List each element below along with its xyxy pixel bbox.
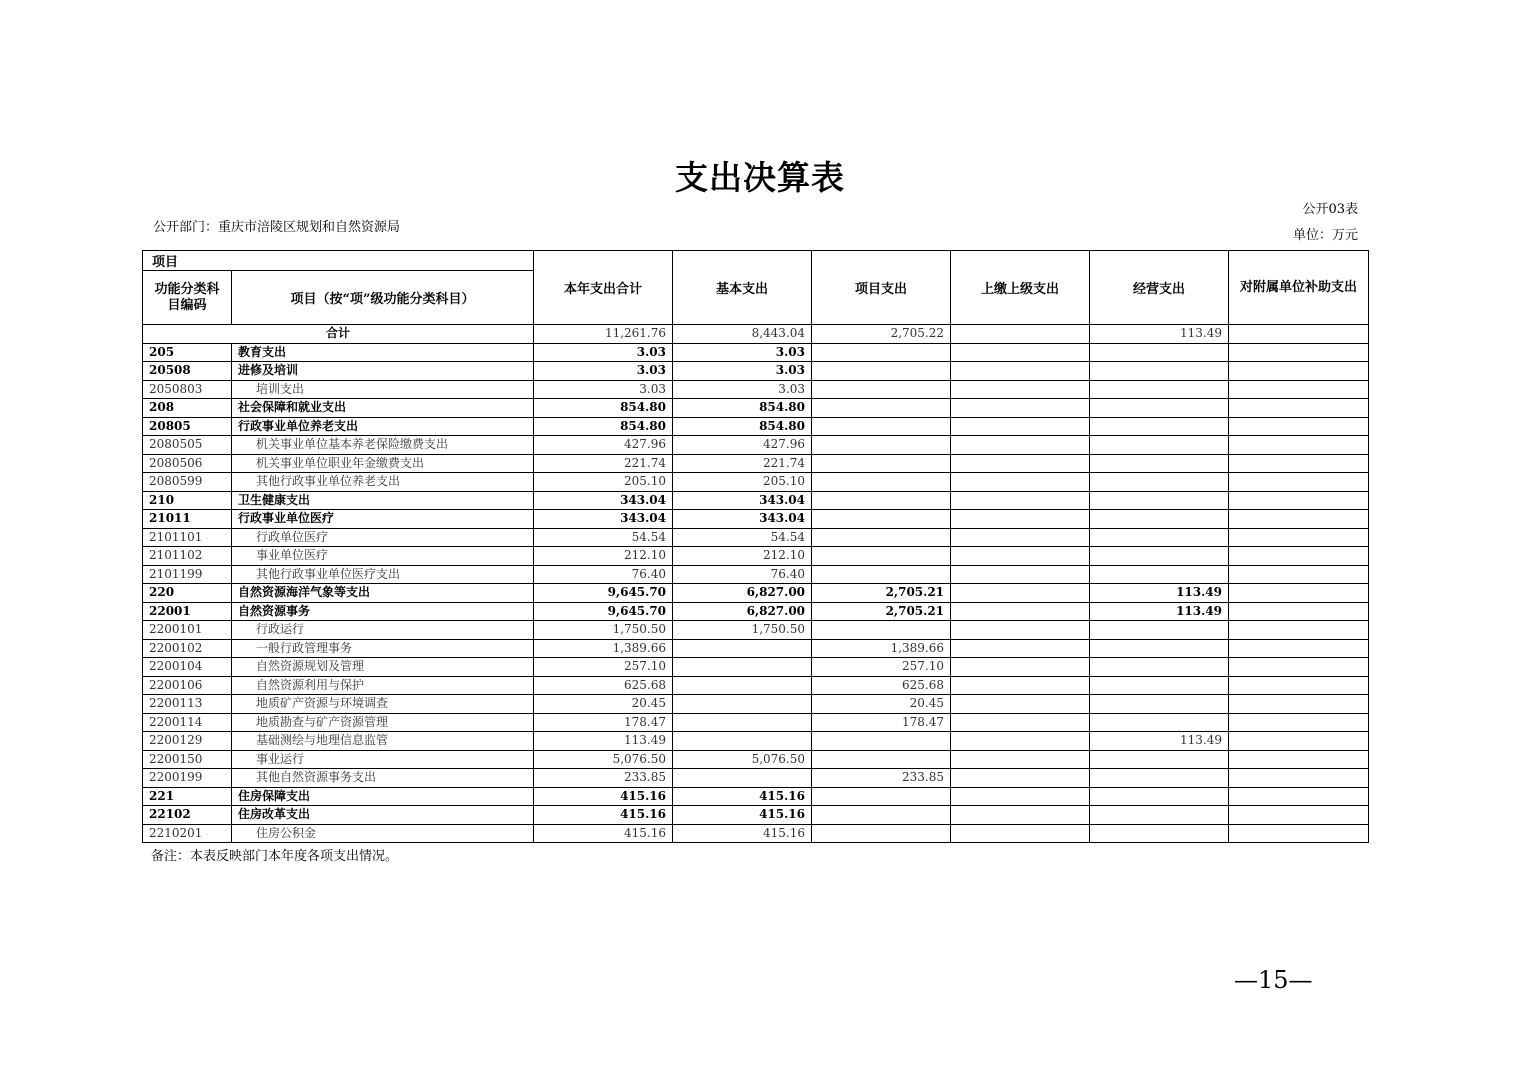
name-cell: 其他行政事业单位养老支出 [232, 473, 534, 492]
table-row [143, 380, 1369, 399]
business-cell [1090, 695, 1229, 714]
business-cell: 113.49 [1090, 584, 1229, 603]
name-cell: 卫生健康支出 [232, 491, 534, 510]
table-row [143, 732, 1369, 751]
total-cell: 9,645.70 [534, 584, 673, 603]
project-cell [812, 362, 951, 381]
code-cell: 2080599 [143, 473, 232, 492]
table-row [143, 417, 1369, 436]
upper-cell [951, 621, 1090, 640]
code-cell: 2210201 [143, 824, 232, 843]
table-row [143, 695, 1369, 714]
name-cell: 进修及培训 [232, 362, 534, 381]
code-cell: 20508 [143, 362, 232, 381]
business-cell [1090, 750, 1229, 769]
name-cell: 机关事业单位职业年金缴费支出 [232, 454, 534, 473]
project-cell [812, 528, 951, 547]
total-cell-total: 11,261.76 [534, 325, 673, 344]
upper-cell [951, 510, 1090, 529]
name-cell: 自然资源规划及管理 [232, 658, 534, 677]
subsidy-cell [1229, 343, 1369, 362]
upper-cell [951, 806, 1090, 825]
project-cell: 178.47 [812, 713, 951, 732]
total-cell: 1,389.66 [534, 639, 673, 658]
code-cell: 20805 [143, 417, 232, 436]
business-cell: 113.49 [1090, 602, 1229, 621]
name-cell: 行政事业单位养老支出 [232, 417, 534, 436]
upper-cell [951, 399, 1090, 418]
name-cell: 自然资源利用与保护 [232, 676, 534, 695]
total-cell: 415.16 [534, 806, 673, 825]
table-row [143, 787, 1369, 806]
code-cell: 2080506 [143, 454, 232, 473]
project-cell [812, 436, 951, 455]
name-cell: 其他行政事业单位医疗支出 [232, 565, 534, 584]
subsidy-cell [1229, 787, 1369, 806]
upper-cell [951, 602, 1090, 621]
basic-cell: 76.40 [673, 565, 812, 584]
subsidy-cell [1229, 602, 1369, 621]
basic-cell: 6,827.00 [673, 584, 812, 603]
project-cell [812, 824, 951, 843]
total-cell: 113.49 [534, 732, 673, 751]
unit-label: 单位：万元 [1292, 228, 1358, 243]
subsidy-cell [1229, 676, 1369, 695]
table-row [143, 565, 1369, 584]
table-row [143, 343, 1369, 362]
code-cell: 2200199 [143, 769, 232, 788]
total-cell: 9,645.70 [534, 602, 673, 621]
code-cell: 2200113 [143, 695, 232, 714]
code-cell: 21011 [143, 510, 232, 529]
code-cell: 22001 [143, 602, 232, 621]
code-cell: 2200101 [143, 621, 232, 640]
table-row [143, 454, 1369, 473]
name-cell: 自然资源事务 [232, 602, 534, 621]
basic-cell: 212.10 [673, 547, 812, 566]
basic-cell: 3.03 [673, 362, 812, 381]
subsidy-cell [1229, 565, 1369, 584]
code-cell: 210 [143, 491, 232, 510]
total-label: 合计 [143, 325, 534, 344]
code-cell: 220 [143, 584, 232, 603]
subsidy-cell [1229, 584, 1369, 603]
basic-cell: 221.74 [673, 454, 812, 473]
total-cell: 178.47 [534, 713, 673, 732]
name-cell: 一般行政管理事务 [232, 639, 534, 658]
business-cell [1090, 399, 1229, 418]
total-cell: 76.40 [534, 565, 673, 584]
project-cell [812, 621, 951, 640]
business-cell [1090, 454, 1229, 473]
name-cell: 自然资源海洋气象等支出 [232, 584, 534, 603]
project-cell: 233.85 [812, 769, 951, 788]
upper-cell [951, 343, 1090, 362]
header-upper: 上缴上级支出 [951, 251, 1090, 325]
subsidy-cell [1229, 399, 1369, 418]
table-header [143, 251, 1369, 325]
total-cell: 20.45 [534, 695, 673, 714]
subsidy-cell [1229, 454, 1369, 473]
business-cell [1090, 769, 1229, 788]
basic-cell: 343.04 [673, 491, 812, 510]
upper-cell [951, 824, 1090, 843]
code-cell: 2200102 [143, 639, 232, 658]
table-row [143, 769, 1369, 788]
table-row [143, 436, 1369, 455]
business-cell [1090, 528, 1229, 547]
subsidy-cell [1229, 362, 1369, 381]
project-cell: 2,705.21 [812, 584, 951, 603]
upper-cell [951, 787, 1090, 806]
name-cell: 住房保障支出 [232, 787, 534, 806]
table-row [143, 399, 1369, 418]
subsidy-cell [1229, 380, 1369, 399]
basic-cell: 854.80 [673, 399, 812, 418]
upper-cell [951, 676, 1090, 695]
name-cell: 其他自然资源事务支出 [232, 769, 534, 788]
basic-cell: 1,750.50 [673, 621, 812, 640]
name-cell: 事业运行 [232, 750, 534, 769]
total-cell-subsidy [1229, 325, 1369, 344]
business-cell [1090, 417, 1229, 436]
upper-cell [951, 658, 1090, 677]
total-cell: 3.03 [534, 343, 673, 362]
total-cell: 221.74 [534, 454, 673, 473]
project-cell [812, 565, 951, 584]
business-cell [1090, 658, 1229, 677]
business-cell [1090, 436, 1229, 455]
upper-cell [951, 473, 1090, 492]
business-cell [1090, 621, 1229, 640]
subsidy-cell [1229, 695, 1369, 714]
total-cell-business: 113.49 [1090, 325, 1229, 344]
total-cell: 625.68 [534, 676, 673, 695]
total-cell: 257.10 [534, 658, 673, 677]
subsidy-cell [1229, 732, 1369, 751]
name-cell: 住房改革支出 [232, 806, 534, 825]
table-row [143, 584, 1369, 603]
total-cell-basic: 8,443.04 [673, 325, 812, 344]
basic-cell: 415.16 [673, 806, 812, 825]
upper-cell [951, 547, 1090, 566]
business-cell [1090, 547, 1229, 566]
header-code: 功能分类科目编码 [143, 271, 232, 325]
total-cell: 415.16 [534, 787, 673, 806]
upper-cell [951, 750, 1090, 769]
total-cell: 205.10 [534, 473, 673, 492]
name-cell: 机关事业单位基本养老保险缴费支出 [232, 436, 534, 455]
project-cell [812, 399, 951, 418]
upper-cell [951, 565, 1090, 584]
name-cell: 行政运行 [232, 621, 534, 640]
page-title: 支出决算表 [675, 158, 845, 197]
name-cell: 事业单位医疗 [232, 547, 534, 566]
code-cell: 22102 [143, 806, 232, 825]
upper-cell [951, 584, 1090, 603]
business-cell [1090, 787, 1229, 806]
business-cell [1090, 676, 1229, 695]
upper-cell [951, 713, 1090, 732]
project-cell [812, 473, 951, 492]
table-row [143, 547, 1369, 566]
header-total: 本年支出合计 [534, 251, 673, 325]
table-row [143, 713, 1369, 732]
page-number: —15— [1234, 966, 1313, 994]
upper-cell [951, 769, 1090, 788]
table-row [143, 621, 1369, 640]
basic-cell [673, 732, 812, 751]
name-cell: 培训支出 [232, 380, 534, 399]
table-row [143, 510, 1369, 529]
form-number: 公开03表 [1302, 202, 1358, 217]
upper-cell [951, 732, 1090, 751]
business-cell [1090, 824, 1229, 843]
name-cell: 教育支出 [232, 343, 534, 362]
table-row [143, 362, 1369, 381]
table-row [143, 824, 1369, 843]
code-cell: 2200104 [143, 658, 232, 677]
upper-cell [951, 380, 1090, 399]
project-cell [812, 510, 951, 529]
subsidy-cell [1229, 510, 1369, 529]
project-cell [812, 732, 951, 751]
total-cell: 54.54 [534, 528, 673, 547]
header-project: 项目支出 [812, 251, 951, 325]
name-cell: 地质勘查与矿产资源管理 [232, 713, 534, 732]
basic-cell [673, 713, 812, 732]
upper-cell [951, 454, 1090, 473]
business-cell [1090, 491, 1229, 510]
project-cell [812, 454, 951, 473]
upper-cell [951, 491, 1090, 510]
basic-cell: 343.04 [673, 510, 812, 529]
subsidy-cell [1229, 824, 1369, 843]
basic-cell [673, 639, 812, 658]
business-cell [1090, 806, 1229, 825]
basic-cell: 427.96 [673, 436, 812, 455]
code-cell: 2200114 [143, 713, 232, 732]
subsidy-cell [1229, 547, 1369, 566]
name-cell: 地质矿产资源与环境调查 [232, 695, 534, 714]
project-cell [812, 806, 951, 825]
total-cell: 343.04 [534, 510, 673, 529]
total-cell: 233.85 [534, 769, 673, 788]
basic-cell: 5,076.50 [673, 750, 812, 769]
table-row [143, 676, 1369, 695]
subsidy-cell [1229, 639, 1369, 658]
subsidy-cell [1229, 769, 1369, 788]
subsidy-cell [1229, 750, 1369, 769]
total-cell: 427.96 [534, 436, 673, 455]
upper-cell [951, 417, 1090, 436]
basic-cell: 415.16 [673, 824, 812, 843]
code-cell: 2101102 [143, 547, 232, 566]
table-row [143, 806, 1369, 825]
code-cell: 205 [143, 343, 232, 362]
header-business: 经营支出 [1090, 251, 1229, 325]
project-cell [812, 547, 951, 566]
name-cell: 住房公积金 [232, 824, 534, 843]
table-row [143, 602, 1369, 621]
code-cell: 2200150 [143, 750, 232, 769]
subsidy-cell [1229, 436, 1369, 455]
basic-cell [673, 676, 812, 695]
business-cell [1090, 565, 1229, 584]
subsidy-cell [1229, 621, 1369, 640]
table-row [143, 473, 1369, 492]
header-name: 项目（按“项”级功能分类科目） [232, 271, 534, 325]
total-cell: 415.16 [534, 824, 673, 843]
table-body [143, 325, 1369, 843]
name-cell: 行政事业单位医疗 [232, 510, 534, 529]
business-cell [1090, 510, 1229, 529]
project-cell: 1,389.66 [812, 639, 951, 658]
code-cell: 2101101 [143, 528, 232, 547]
upper-cell [951, 436, 1090, 455]
subsidy-cell [1229, 806, 1369, 825]
expenditure-table [142, 250, 1369, 843]
project-cell [812, 380, 951, 399]
total-cell: 3.03 [534, 362, 673, 381]
basic-cell [673, 658, 812, 677]
total-cell-project: 2,705.22 [812, 325, 951, 344]
business-cell [1090, 473, 1229, 492]
business-cell [1090, 639, 1229, 658]
business-cell [1090, 343, 1229, 362]
basic-cell [673, 695, 812, 714]
table-note: 备注：本表反映部门本年度各项支出情况。 [151, 849, 399, 864]
subsidy-cell [1229, 528, 1369, 547]
basic-cell: 6,827.00 [673, 602, 812, 621]
business-cell [1090, 362, 1229, 381]
total-cell: 212.10 [534, 547, 673, 566]
project-cell: 2,705.21 [812, 602, 951, 621]
upper-cell [951, 639, 1090, 658]
total-cell: 5,076.50 [534, 750, 673, 769]
project-cell [812, 491, 951, 510]
total-cell: 854.80 [534, 417, 673, 436]
code-cell: 2101199 [143, 565, 232, 584]
upper-cell [951, 528, 1090, 547]
subsidy-cell [1229, 658, 1369, 677]
table-row [143, 658, 1369, 677]
total-cell: 3.03 [534, 380, 673, 399]
project-cell [812, 343, 951, 362]
upper-cell [951, 695, 1090, 714]
table-row [143, 639, 1369, 658]
total-cell-upper [951, 325, 1090, 344]
project-cell [812, 787, 951, 806]
upper-cell [951, 362, 1090, 381]
business-cell [1090, 380, 1229, 399]
total-cell: 1,750.50 [534, 621, 673, 640]
project-cell: 20.45 [812, 695, 951, 714]
project-cell [812, 750, 951, 769]
table-row [143, 528, 1369, 547]
header-item: 项目 [143, 251, 534, 271]
code-cell: 2200129 [143, 732, 232, 751]
code-cell: 2200106 [143, 676, 232, 695]
project-cell: 625.68 [812, 676, 951, 695]
header-subsidy: 对附属单位补助支出 [1229, 251, 1369, 325]
code-cell: 2050803 [143, 380, 232, 399]
name-cell: 行政单位医疗 [232, 528, 534, 547]
total-row [143, 325, 1369, 344]
name-cell: 社会保障和就业支出 [232, 399, 534, 418]
code-cell: 221 [143, 787, 232, 806]
subsidy-cell [1229, 713, 1369, 732]
name-cell: 基础测绘与地理信息监管 [232, 732, 534, 751]
basic-cell [673, 769, 812, 788]
subsidy-cell [1229, 473, 1369, 492]
basic-cell: 54.54 [673, 528, 812, 547]
subsidy-cell [1229, 417, 1369, 436]
project-cell [812, 417, 951, 436]
basic-cell: 854.80 [673, 417, 812, 436]
project-cell: 257.10 [812, 658, 951, 677]
basic-cell: 415.16 [673, 787, 812, 806]
business-cell: 113.49 [1090, 732, 1229, 751]
code-cell: 208 [143, 399, 232, 418]
business-cell [1090, 713, 1229, 732]
header-basic: 基本支出 [673, 251, 812, 325]
basic-cell: 3.03 [673, 343, 812, 362]
total-cell: 854.80 [534, 399, 673, 418]
subsidy-cell [1229, 491, 1369, 510]
department-label: 公开部门：重庆市涪陵区规划和自然资源局 [153, 220, 401, 235]
table-row [143, 491, 1369, 510]
total-cell: 343.04 [534, 491, 673, 510]
table-row [143, 750, 1369, 769]
basic-cell: 205.10 [673, 473, 812, 492]
basic-cell: 3.03 [673, 380, 812, 399]
code-cell: 2080505 [143, 436, 232, 455]
